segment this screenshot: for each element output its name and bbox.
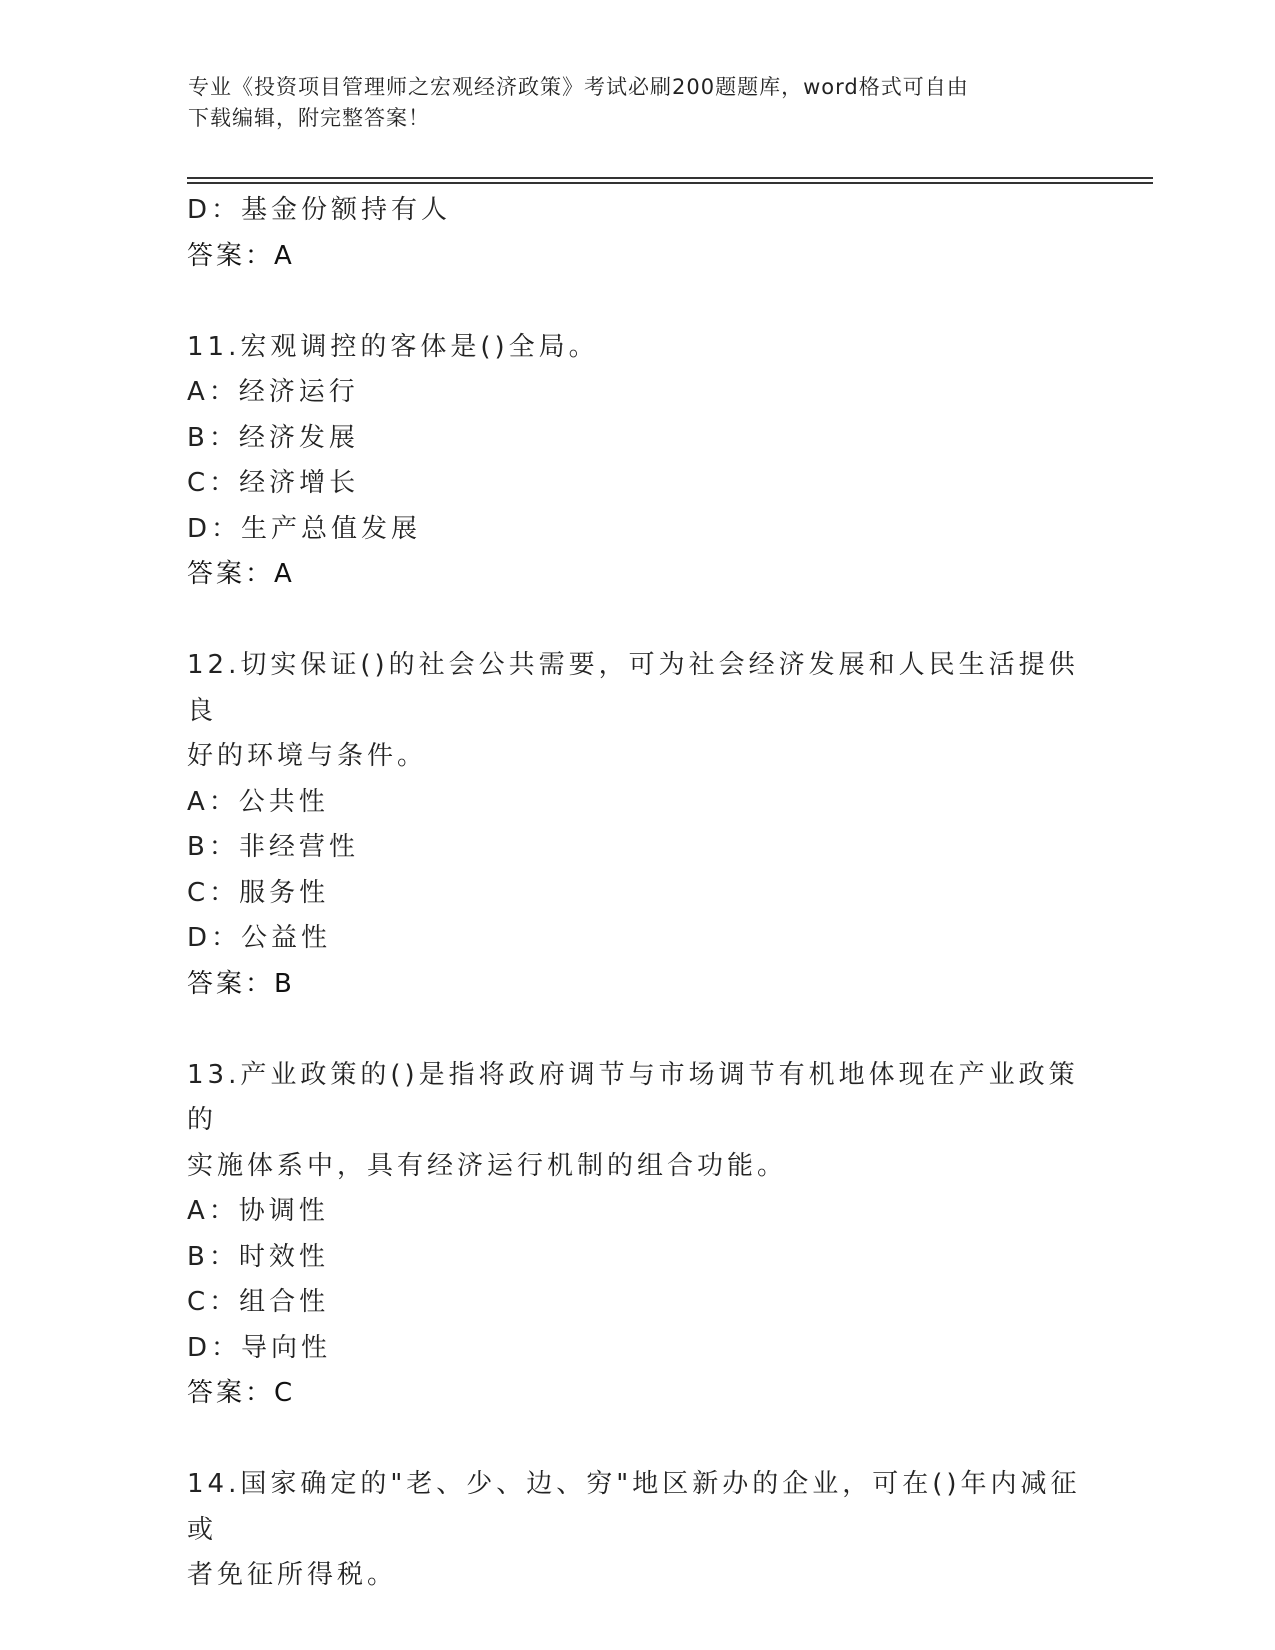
option-d: D：公益性 [187, 923, 332, 953]
answer-line: 答案：A [187, 559, 295, 589]
option-d: D：基金份额持有人 [187, 195, 452, 225]
header-rule-bottom [187, 182, 1153, 184]
option-c: C：经济增长 [187, 468, 360, 498]
spacer [187, 598, 1087, 644]
question-stem-line-2: 好的环境与条件。 [187, 741, 428, 771]
option-d: D：生产总值发展 [187, 513, 422, 544]
answer-line: 答案：B [187, 968, 295, 999]
option-b: B：非经营性 [187, 832, 359, 862]
header-rule-top [187, 177, 1153, 179]
option-c: C：服务性 [187, 877, 330, 908]
option-b: B：经济发展 [187, 422, 359, 453]
question-stem-line-2: 者免征所得税。 [187, 1560, 398, 1590]
document-body [187, 188, 1087, 1599]
document-header [188, 72, 1068, 134]
option-b: B：时效性 [187, 1241, 329, 1272]
header-line-1: 专业《投资项目管理师之宏观经济政策》考试必刷200题题库，word格式可自由 [188, 75, 969, 99]
option-a: A：经济运行 [187, 377, 359, 407]
option-d: D：导向性 [187, 1332, 332, 1363]
spacer [187, 279, 1087, 325]
question-11 [187, 325, 1087, 598]
option-a: A：协调性 [187, 1196, 329, 1226]
answer-line: 答案：A [187, 240, 295, 271]
question-12 [187, 643, 1087, 1007]
answer-line: 答案：C [187, 1378, 296, 1408]
question-stem: 11.宏观调控的客体是()全局。 [187, 331, 599, 362]
previous-question-fragment [187, 188, 1087, 279]
header-line-2: 下载编辑，附完整答案！ [188, 106, 430, 130]
option-c: C：组合性 [187, 1287, 330, 1317]
spacer [187, 1007, 1087, 1053]
question-stem-line-1: 14.国家确定的"老、少、边、穷"地区新办的企业，可在()年内减征或 [187, 1469, 1081, 1545]
question-stem-line-1: 12.切实保证()的社会公共需要，可为社会经济发展和人民生活提供良 [187, 650, 1079, 726]
question-stem-line-2: 实施体系中，具有经济运行机制的组合功能。 [187, 1150, 788, 1181]
option-a: A：公共性 [187, 786, 329, 817]
question-14 [187, 1462, 1087, 1599]
question-stem-line-1: 13.产业政策的()是指将政府调节与市场调节有机地体现在产业政策的 [187, 1059, 1079, 1135]
spacer [187, 1417, 1087, 1463]
question-13 [187, 1053, 1087, 1417]
